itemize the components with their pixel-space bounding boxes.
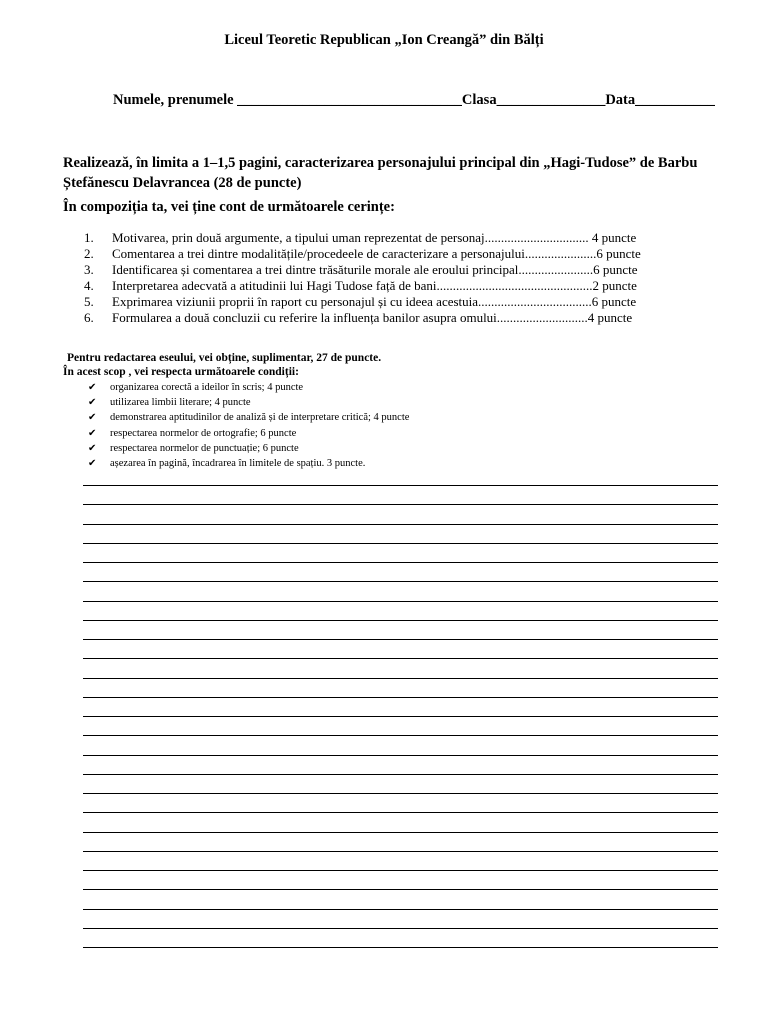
checkmark-icon: ✔ [88, 382, 97, 393]
writing-line [83, 947, 718, 948]
writing-line [83, 485, 718, 486]
writing-line [83, 909, 718, 910]
condition-text: respectarea normelor de punctuație; 6 puncte [110, 442, 299, 454]
requirement-text: Interpretarea adecvată a atitudinii lui Hagi Tudose față de bani................................................2 puncte [112, 278, 637, 293]
writing-line [83, 870, 718, 871]
writing-line [83, 562, 718, 563]
writing-line [83, 928, 718, 929]
writing-line [83, 755, 718, 756]
checkmark-icon: ✔ [88, 412, 97, 424]
condition-text: organizarea corectă a ideilor în scris; 4 puncte [110, 382, 304, 393]
requirement-number: 1. [84, 230, 94, 245]
requirement-number: 5. [84, 294, 94, 309]
writing-line [83, 658, 718, 659]
requirements-intro: În compoziția ta, vei ține cont de următoarele cerințe: [63, 199, 395, 215]
writing-line [83, 678, 718, 679]
task-statement: Realizează, în limita a 1–1,5 pagini, caracterizarea personajului principal din „Hagi-Tudose” de Barbu Ștefănescu Delavrancea (28 de puncte) [63, 155, 698, 191]
condition-text: așezarea în pagină, încadrarea în limitele de spațiu. 3 puncte. [110, 458, 366, 470]
requirement-number: 4. [84, 278, 94, 293]
writing-line [83, 716, 718, 717]
checkmark-icon: ✔ [88, 397, 97, 409]
condition-text: respectarea normelor de ortografie; 6 puncte [110, 427, 297, 439]
requirement-text: Exprimarea viziunii proprii în raport cu personajul și cu ideea acestuia...................................6 puncte [112, 294, 637, 309]
writing-line [83, 812, 718, 813]
extra-points-heading: Pentru redactarea eseului, vei obține, suplimentar, 27 de puncte. [67, 352, 382, 364]
student-identification-line: Numele, prenumele _______________________________Clasa_______________Data___________ [113, 92, 715, 108]
writing-line [83, 581, 718, 582]
writing-area[interactable] [83, 0, 718, 1024]
writing-line [83, 504, 718, 505]
writing-line [83, 735, 718, 736]
writing-line [83, 524, 718, 525]
checkmark-icon: ✔ [88, 458, 97, 470]
condition-text: utilizarea limbii literare; 4 puncte [110, 397, 251, 409]
writing-line [83, 697, 718, 698]
writing-line [83, 639, 718, 640]
requirement-text: Motivarea, prin două argumente, a tipului uman reprezentat de personaj................................ 4 puncte [112, 230, 637, 245]
requirement-number: 6. [84, 310, 94, 325]
requirement-text: Formularea a două concluzii cu referire la influența banilor asupra omului............................4 puncte [112, 310, 633, 325]
writing-line [83, 832, 718, 833]
writing-line [83, 601, 718, 602]
writing-line [83, 774, 718, 775]
checkmark-icon: ✔ [88, 427, 97, 439]
writing-line [83, 851, 718, 852]
writing-line [83, 620, 718, 621]
checkmark-icon: ✔ [88, 442, 97, 454]
writing-line [83, 543, 718, 544]
requirement-number: 3. [84, 262, 94, 277]
school-title: Liceul Teoretic Republican „Ion Creangă” din Bălți [224, 32, 544, 48]
conditions-intro: În acest scop , vei respecta următoarele condiții: [63, 366, 299, 378]
requirement-number: 2. [84, 246, 94, 261]
requirement-text: Identificarea și comentarea a trei dintre trăsăturile morale ale eroului principal.......................6 puncte [112, 262, 638, 277]
writing-line [83, 889, 718, 890]
condition-text: demonstrarea aptitudinilor de analiză și de interpretare critică; 4 puncte [110, 412, 410, 424]
requirement-text: Comentarea a trei dintre modalitățile/procedeele de caracterizare a personajului......................6 puncte [112, 246, 641, 261]
writing-line [83, 793, 718, 794]
